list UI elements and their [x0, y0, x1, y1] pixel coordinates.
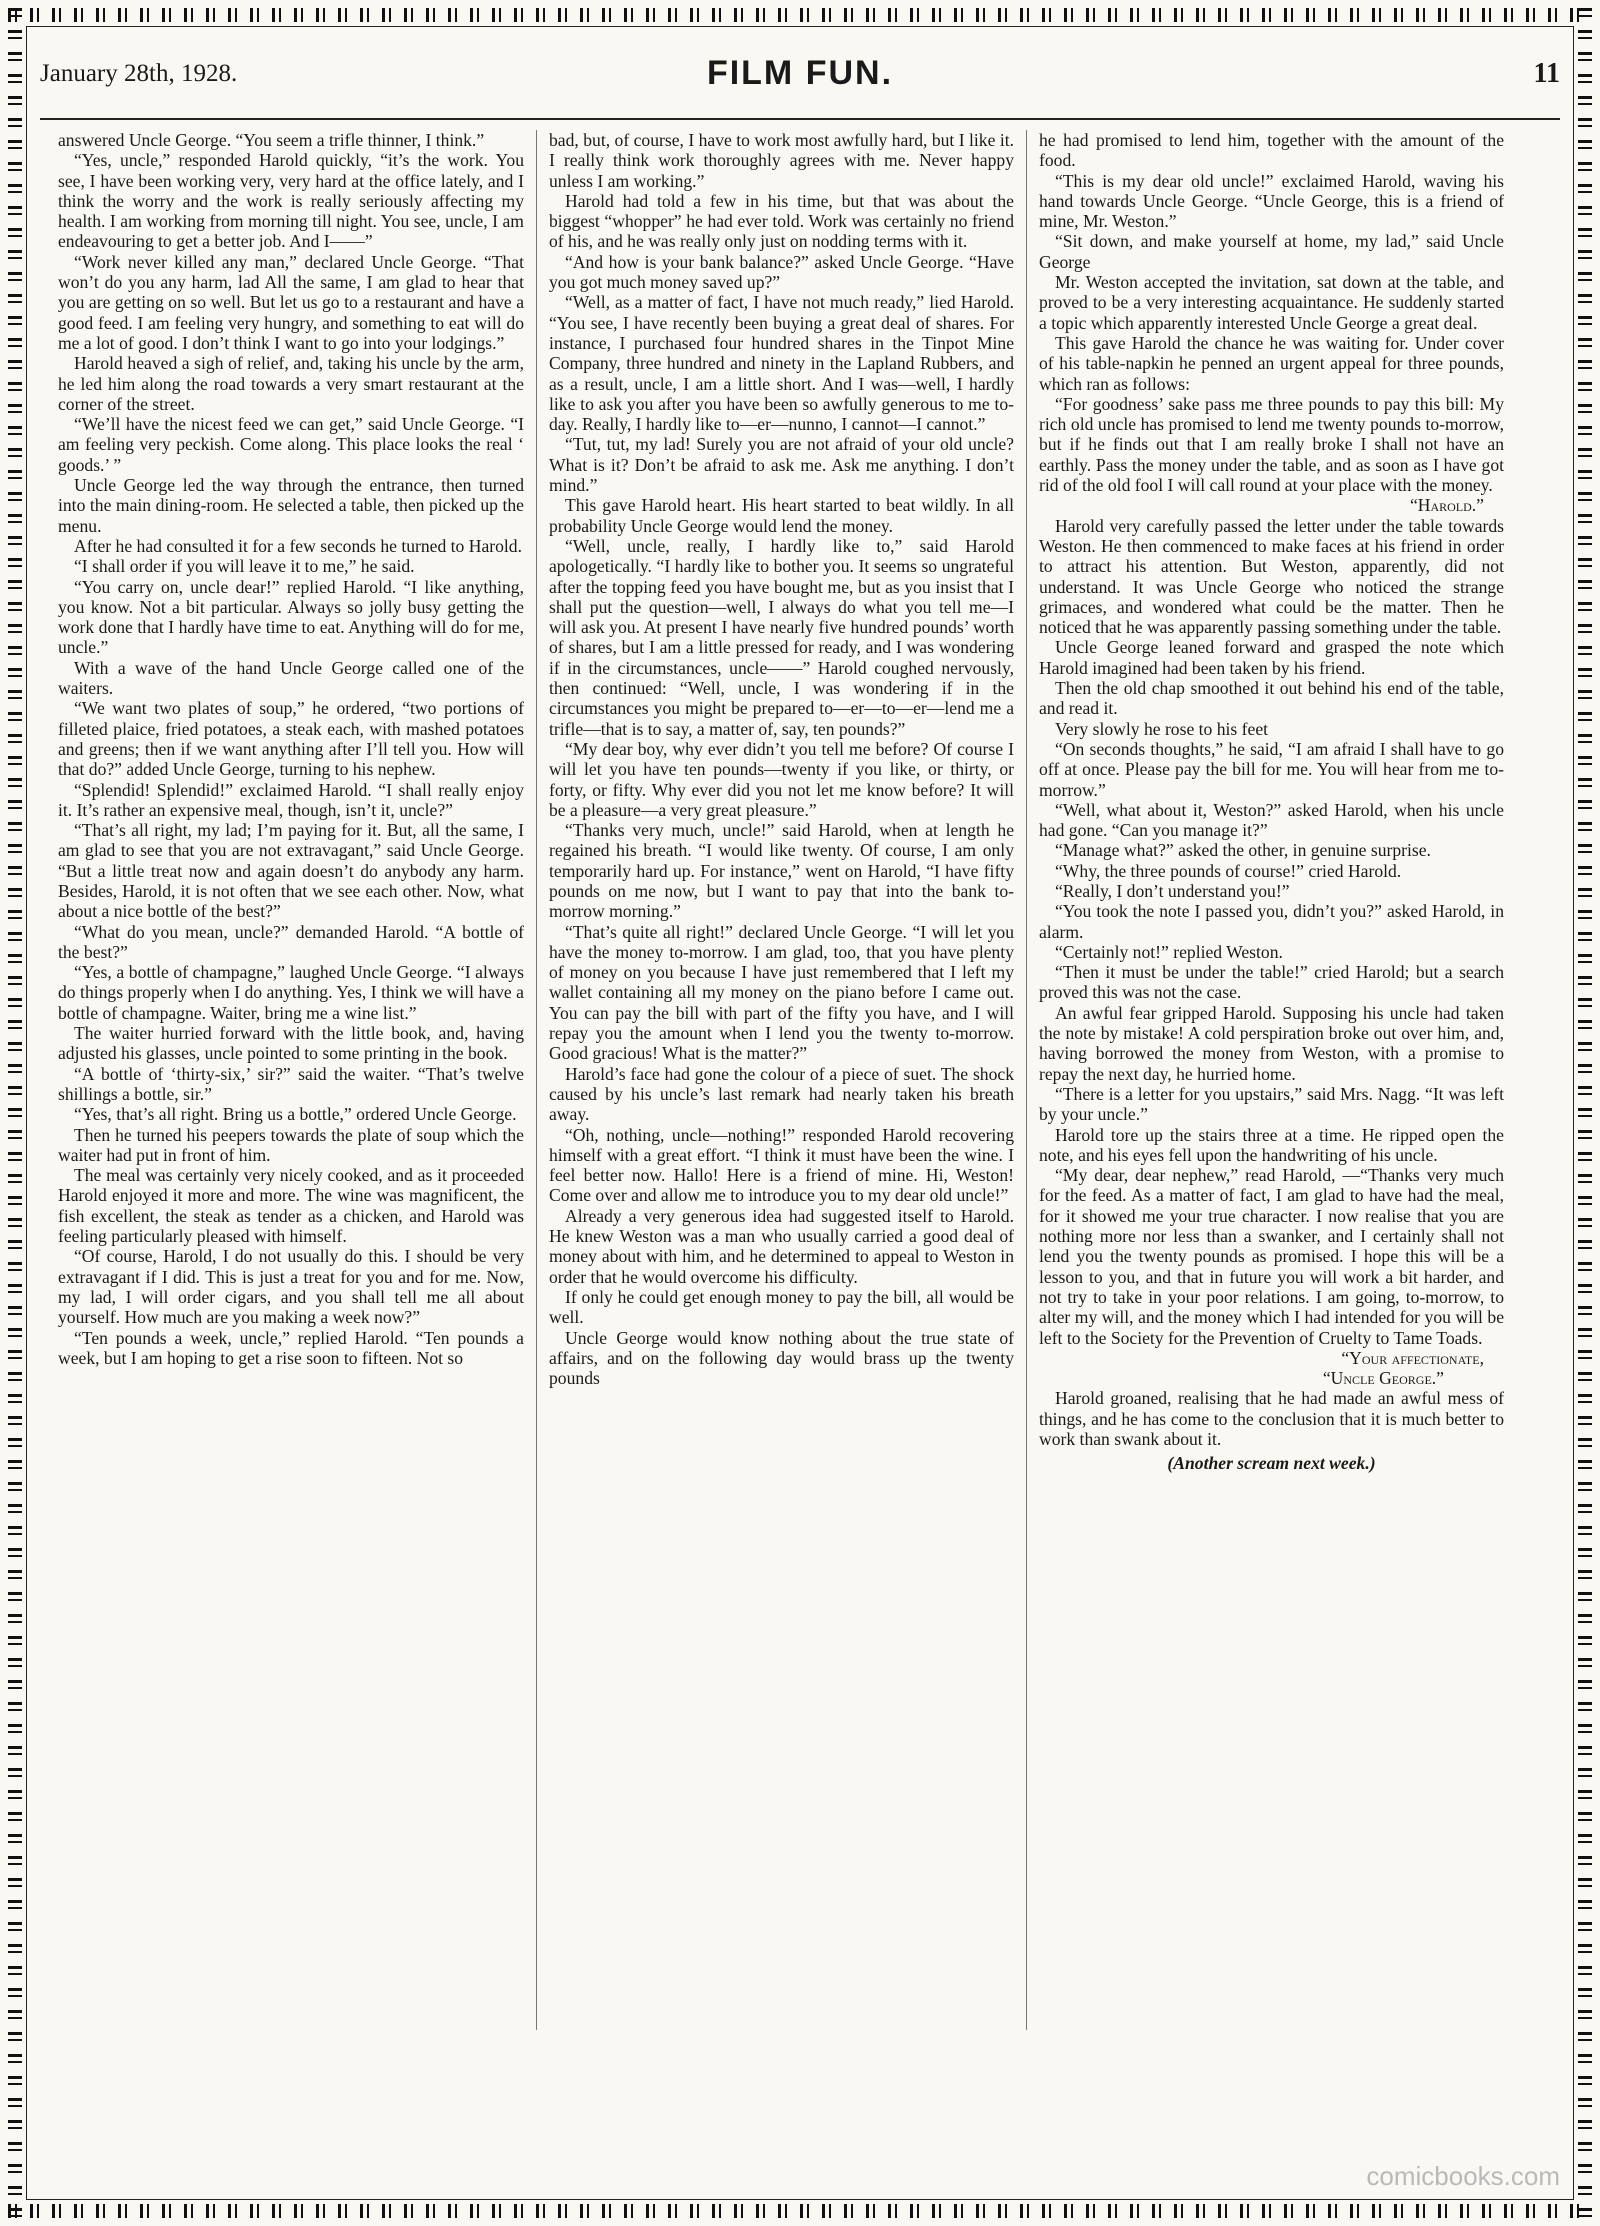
paragraph: “Thanks very much, uncle!” said Harold, when at length he regained his breath. “I would like twenty. Of course, I am only temporarily hard up. For instance,” went on Harold, “I have fifty pounds on me now, but I want to pay that into the bank to-morrow morning.” — [549, 820, 1014, 922]
paragraph: “My dear boy, why ever didn’t you tell me before? Of course I will let you have ten pounds—twenty if you like, or thirty, or forty, or fifty. Why ever did you not let me know before? It will be a pleasure—a very great pleasure.” — [549, 738, 1014, 820]
paragraph: This gave Harold heart. His heart started to beat wildly. In all probability Uncle George would lend the money. — [549, 495, 1014, 536]
paragraph: answered Uncle George. “You seem a trifle thinner, I think.” — [58, 130, 485, 150]
paragraph: “On seconds thoughts,” he said, “I am afraid I shall have to go off at once. Please pay the bill for me. You will hear from me to-morrow.” — [1039, 738, 1504, 800]
letter-signature-harold: “Harold.” — [1409, 495, 1484, 516]
paragraph: “Sit down, and make yourself at home, my lad,” said Uncle George — [1039, 231, 1504, 272]
paragraph: “Then it must be under the table!” cried Harold; but a search proved this was not the case. — [1039, 962, 1504, 1003]
paragraph: “A bottle of ‘thirty-six,’ sir?” said the waiter. “That’s twelve shillings a bottle, sir.” — [58, 1063, 524, 1104]
paragraph: Then he turned his peepers towards the plate of soup which the waiter had put in front of him. — [58, 1124, 524, 1165]
paragraph: With a wave of the hand Uncle George called one of the waiters. — [58, 657, 524, 699]
paragraph: “And how is your bank balance?” asked Uncle George. “Have you got much money saved up?” — [549, 251, 1014, 293]
decorative-border-bottom — [8, 2204, 1592, 2218]
paragraph: “We want two plates of soup,” he ordered, “two portions of filleted plaice, fried potatoes, a steak each, with mashed potatoes and greens; then if we want anything after I’ll tell you. How will that do?” added Uncle George, turning to his nephew. — [58, 698, 524, 780]
paragraph: “Why, the three pounds of course!” cried Harold. — [1055, 860, 1402, 881]
paragraph: Very slowly he rose to his feet — [1055, 718, 1269, 739]
paragraph: Harold heaved a sigh of relief, and, taking his uncle by the arm, he led him along the road towards a very smart restaurant at the corner of the street. — [58, 353, 524, 414]
text-column-3 — [1026, 130, 1516, 2030]
decorative-border-right — [1578, 8, 1592, 2218]
paragraph: “Really, I don’t understand you!” — [1055, 880, 1290, 901]
paragraph: “Yes, that’s all right. Bring us a bottle,” ordered Uncle George. — [74, 1104, 517, 1125]
decorative-border-top — [8, 8, 1592, 22]
paragraph: Harold’s face had gone the colour of a piece of suet. The shock caused by his uncle’s last remark had nearly taken his breath away. — [549, 1063, 1014, 1125]
paragraph: “That’s quite all right!” declared Uncle George. “I will let you have the money to-morrow. I am glad, too, that you have plenty of money on you because I have just remembered that I left my wallet containing all my money on the piano before I came out. You can pay the bill with part of the fifty you have, and I will repay you the amount when I lend you the twenty to-morrow. Good gracious! What is the matter?” — [549, 921, 1014, 1064]
watermark: comicbooks.com — [1366, 2161, 1560, 2191]
paragraph: bad, but, of course, I have to work most awfully hard, but I like it. I really think work thoroughly agrees with me. Never happy unless I am working.” — [549, 130, 1014, 191]
text-column-1 — [46, 130, 536, 2030]
paragraph: “What do you mean, uncle?” demanded Harold. “A bottle of the best?” — [58, 921, 524, 962]
paragraph: “That’s all right, my lad; I’m paying for it. But, all the same, I am glad to see that you are not extravagant,” said Uncle George. “But a little treat now and again doesn’t do anybody any harm. Besides, Harold, it is not often that we see each other. Now, what about a nice bottle of the best?” — [58, 820, 524, 922]
paragraph: “We’ll have the nicest feed we can get,” said Uncle George. “I am feeling very peckish. Come along. This place looks the real ‘ goods.’ ” — [58, 414, 524, 475]
paragraph: Harold very carefully passed the letter under the table towards Weston. He then commenced to make faces at his friend in order to attract his attention. But Weston, apparently, did not understand. It was Uncle George who noticed the strange grimaces, and wondered what could be the matter. Then he noticed that he was apparently passing something under the table. — [1039, 515, 1504, 638]
paragraph: “Of course, Harold, I do not usually do this. I should be very extravagant if I did. This is just a treat for you and for me. Now, my lad, I will order cigars, and you shall tell me all about yourself. How much are you making a week now?” — [58, 1246, 524, 1328]
paragraph: “Manage what?” asked the other, in genuine surprise. — [1055, 840, 1431, 861]
paragraph: Uncle George led the way through the entrance, then turned into the main dining-room. He selected a table, then picked up the menu. — [58, 475, 524, 536]
letter-valediction: “Your affectionate, — [1341, 1347, 1484, 1368]
paragraph: Uncle George leaned forward and grasped the note which Harold imagined had been taken by his friend. — [1039, 637, 1504, 678]
paragraph: “Certainly not!” replied Weston. — [1055, 941, 1283, 962]
paragraph: “Well, uncle, really, I hardly like to,” said Harold apologetically. “I hardly like to bother you. It seems so ungrateful after the topping feed you have bought me, but as you insist that I shall put the question—well, I always do what you tell me—I will ask you. At present I have nearly five hundred pounds’ worth of shares, but I am a little pressed for ready, and I was wondering if in the circumstances, uncle——” Harold coughed nervously, then continued: “Well, uncle, I was wondering if in the circumstances you might be prepared to—er—to—er—lend me a trifle—that is to say, a matter of, say, ten pounds?” — [549, 535, 1014, 739]
paragraph: An awful fear gripped Harold. Supposing his uncle had taken the note by mistake! A cold perspiration broke out over him, and, having borrowed the money from Weston, with a promise to repay the next day, he hurried home. — [1039, 1002, 1504, 1084]
paragraph: “This is my dear old uncle!” exclaimed Harold, waving his hand towards Uncle George. “Uncle George, this is a friend of mine, Mr. Weston.” — [1039, 170, 1504, 232]
page-number: 11 — [1533, 58, 1560, 89]
paragraph: “Tut, tut, my lad! Surely you are not afraid of your old uncle? What is it? Don’t be afraid to ask me. Ask me anything. I don’t mind.” — [549, 434, 1014, 496]
closing-line: (Another scream next week.) — [1167, 1453, 1376, 1474]
article-columns — [46, 130, 1556, 2030]
paragraph: Harold had told a few in his time, but that was about the biggest “whopper” he had ever told. Work was certainly no friend of his, and he was really only just on nodding terms with it. — [549, 190, 1014, 252]
paragraph: If only he could get enough money to pay the bill, all would be well. — [549, 1286, 1014, 1328]
decorative-border-left — [8, 8, 22, 2218]
paragraph: Mr. Weston accepted the invitation, sat down at the table, and proved to be a very interesting acquaintance. He suddenly started a topic which apparently interested Uncle George a great deal. — [1039, 272, 1504, 333]
paragraph: “Yes, a bottle of champagne,” laughed Uncle George. “I always do things properly when I do anything. Yes, I think we will have a bottle of champagne. Waiter, bring me a wine list.” — [58, 962, 524, 1023]
paragraph: “Yes, uncle,” responded Harold quickly, “it’s the work. You see, I have been working very, very hard at the office lately, and I think the worry and the work is really seriously affecting my health. I am working from morning till night. You see, uncle, I am endeavouring to get a better job. And I——” — [58, 150, 524, 252]
paragraph: “My dear, dear nephew,” read Harold, —“Thanks very much for the feed. As a matter of fact, I am glad to have had the meal, for it showed me your true character. I now realise that you are nothing more nor less than a swanker, and I certainly shall not lend you the twenty pounds as promised. I hope this will be a lesson to you, and that in future you will work a bit harder, and not try to take in your poor relations. I am going, to-morrow, to alter my will, and the money which I had intended for you will be left to the Society for the Prevention of Cruelty to Tame Toads. — [1039, 1165, 1504, 1348]
text-column-2 — [536, 130, 1026, 2030]
paragraph: Then the old chap smoothed it out behind his end of the table, and read it. — [1039, 678, 1504, 719]
paragraph: “Splendid! Splendid!” exclaimed Harold. “I shall really enjoy it. It’s rather an expensive meal, though, isn’t it, uncle?” — [58, 779, 524, 820]
paragraph: This gave Harold the chance he was waiting for. Under cover of his table-napkin he penned an urgent appeal for three pounds, which ran as follows: — [1039, 332, 1504, 394]
paragraph: Already a very generous idea had suggested itself to Harold. He knew Weston was a man who usually carried a good deal of money about with him, and he determined to appeal to Weston in order that he would overcome his difficulty. — [549, 1205, 1014, 1287]
paragraph: “There is a letter for you upstairs,” said Mrs. Nagg. “It was left by your uncle.” — [1039, 1083, 1504, 1125]
page-header — [40, 54, 1560, 104]
paragraph: “Oh, nothing, uncle—nothing!” responded Harold recovering himself with a great effort. “I think it must have been the wine. I feel better now. Hallo! Here is a friend of mine. Hi, Weston! Come over and allow me to introduce you to my dear old uncle!” — [549, 1124, 1014, 1206]
paragraph: “Ten pounds a week, uncle,” replied Harold. “Ten pounds a week, but I am hoping to get a rise soon to fifteen. Not so — [58, 1327, 524, 1368]
issue-date: January 28th, 1928. — [40, 60, 238, 87]
paragraph: Uncle George would know nothing about the true state of affairs, and on the following day would brass up the twenty pounds — [549, 1327, 1014, 1389]
paragraph: “You carry on, uncle dear!” replied Harold. “I like anything, you know. Not a bit particular. Always so jolly busy getting the work done that I hardly have time to eat. Anything will do for me, uncle.” — [58, 576, 524, 658]
paragraph: The waiter hurried forward with the little book, and, having adjusted his glasses, uncle pointed to some printing in the book. — [58, 1023, 524, 1064]
magazine-title: FILM FUN. — [706, 54, 894, 92]
paragraph: “I shall order if you will leave it to me,” he said. — [74, 556, 415, 577]
final-paragraph: Harold groaned, realising that he had made an awful mess of things, and he has come to the conclusion that it is much better to work than swank about it. — [1039, 1388, 1504, 1449]
paragraph: “For goodness’ sake pass me three pounds to pay this bill: My rich old uncle has promised to lend me twenty pounds to-morrow, but if he finds out that I am really broke I shall not have an earthly. Pass the money under the table, and as soon as I have got rid of the old fool I will call round at your place with the money. — [1039, 393, 1504, 496]
paragraph: “Well, what about it, Weston?” asked Harold, when his uncle had gone. “Can you manage it?” — [1039, 799, 1504, 841]
paragraph: “You took the note I passed you, didn’t you?” asked Harold, in alarm. — [1039, 901, 1504, 942]
paragraph: After he had consulted it for a few seconds he turned to Harold. — [74, 535, 523, 556]
paragraph: The meal was certainly very nicely cooked, and as it proceeded Harold enjoyed it more and more. The wine was magnificent, the fish excellent, the steak as tender as a chicken, and Harold was feeling particularly pleased with himself. — [58, 1165, 524, 1247]
paragraph: he had promised to lend him, together with the amount of the food. — [1039, 130, 1504, 171]
paragraph: Harold tore up the stairs three at a time. He ripped open the note, and his eyes fell upon the handwriting of his uncle. — [1039, 1124, 1504, 1165]
letter-signature-uncle: “Uncle George.” — [1322, 1368, 1444, 1389]
header-rule — [40, 118, 1560, 120]
paragraph: “Well, as a matter of fact, I have not much ready,” lied Harold. “You see, I have recently been buying a great deal of shares. For instance, I purchased four hundred shares in the Tinpot Mine Company, three hundred and ninety in the Lapland Rubbers, and as a result, uncle, I am a little short. And I was—well, I hardly like to ask you after you have been so awfully generous to me to-day. Really, I hardly like to—er—nunno, I cannot—I cannot.” — [549, 292, 1014, 435]
paragraph: “Work never killed any man,” declared Uncle George. “That won’t do you any harm, lad All the same, I am glad to hear that you are getting on so well. But let us go to a restaurant and have a good feed. I am feeling very hungry, and something to eat will do me a lot of good. I don’t think I want to go into your lodgings.” — [58, 251, 524, 353]
